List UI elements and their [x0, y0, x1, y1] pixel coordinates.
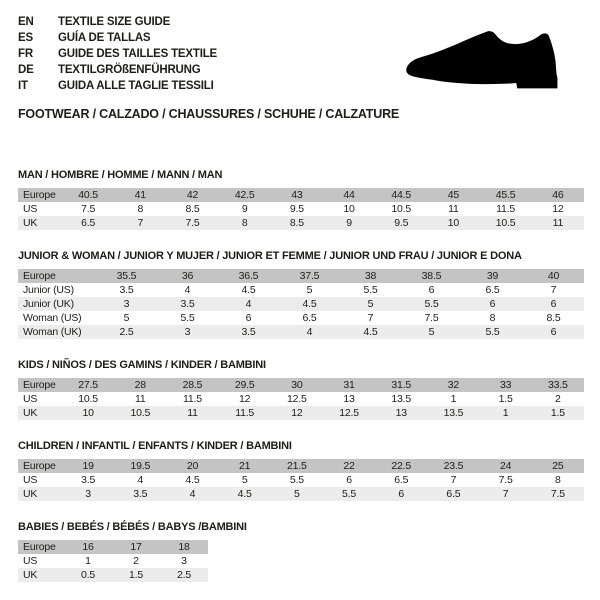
size-value: 9 [323, 216, 375, 230]
size-value: 12.5 [287, 393, 307, 405]
size-value: 33.5 [532, 378, 584, 392]
size-value: 8 [137, 203, 144, 215]
size-value: 44 [323, 188, 375, 202]
row-label: UK [18, 487, 62, 501]
size-value: 11.5 [183, 393, 202, 405]
size-value: 33 [480, 378, 532, 392]
size-value: 13 [375, 406, 427, 420]
table-row [18, 459, 584, 473]
size-value: 11 [532, 216, 584, 230]
row-label: US [23, 393, 38, 405]
size-value: 10 [427, 216, 479, 230]
size-section-man [18, 169, 583, 230]
size-value: 11 [166, 406, 218, 420]
size-value: 7 [114, 216, 166, 230]
row-label: UK [18, 568, 64, 582]
size-value: 42.5 [219, 188, 271, 202]
size-value: 43 [271, 188, 323, 202]
size-value: 3 [157, 325, 218, 339]
size-value: 30 [271, 378, 323, 392]
size-value: 28.5 [166, 378, 218, 392]
table-row [18, 283, 584, 297]
row-label: Junior (US) [23, 284, 74, 296]
row-label: US [23, 555, 38, 567]
size-value: 31.5 [375, 378, 427, 392]
size-table-children [18, 459, 584, 501]
size-value: 4 [279, 325, 340, 339]
size-value: 2.5 [96, 325, 157, 339]
size-value: 13.5 [427, 406, 479, 420]
size-value: 8 [219, 216, 271, 230]
size-value: 4.5 [241, 284, 256, 296]
size-value: 5 [271, 487, 323, 501]
size-value: 7.5 [81, 203, 96, 215]
row-label: Woman (US) [23, 312, 82, 324]
row-label: Europe [18, 540, 64, 554]
table-row [18, 188, 584, 202]
table-row [18, 216, 584, 230]
size-value: 5 [340, 297, 401, 311]
row-label: US [23, 203, 38, 215]
size-value: 3 [62, 487, 114, 501]
size-value: 11 [448, 203, 459, 215]
size-value: 1 [480, 406, 532, 420]
size-value: 2.5 [160, 568, 208, 582]
size-value: 44.5 [375, 188, 427, 202]
table-row [18, 325, 584, 339]
section-title-children: CHILDREN / INFANTIL / ENFANTS / KINDER / BAMBINI [18, 440, 292, 452]
size-value: 4.5 [340, 325, 401, 339]
size-value: 6 [523, 297, 584, 311]
size-value: 4.5 [279, 297, 340, 311]
size-value: 7 [480, 487, 532, 501]
size-value: 1 [85, 555, 91, 567]
table-row [18, 297, 584, 311]
size-value: 18 [160, 540, 208, 554]
size-value: 39 [462, 269, 523, 283]
size-value: 11.5 [496, 203, 516, 215]
size-value: 4.5 [219, 487, 271, 501]
row-label: UK [18, 216, 62, 230]
table-row [18, 269, 584, 283]
size-value: 24 [480, 459, 532, 473]
size-value: 20 [166, 459, 218, 473]
row-label: Europe [18, 188, 62, 202]
size-value: 40.5 [62, 188, 114, 202]
size-value: 6.5 [62, 216, 114, 230]
size-value: 10.5 [480, 216, 532, 230]
size-value: 19 [62, 459, 114, 473]
size-value: 5.5 [180, 312, 195, 324]
row-label: Junior (UK) [18, 297, 96, 311]
language-code: EN [18, 16, 34, 28]
row-label: Europe [18, 269, 96, 283]
size-value: 19.5 [114, 459, 166, 473]
size-value: 12.5 [323, 406, 375, 420]
size-value: 29.5 [219, 378, 271, 392]
size-section-kids [18, 359, 583, 420]
language-label: GUÍA DE TALLAS [58, 32, 151, 44]
size-value: 7.5 [166, 216, 218, 230]
size-value: 3.5 [218, 325, 279, 339]
size-value: 23.5 [427, 459, 479, 473]
language-label: TEXTILE SIZE GUIDE [58, 16, 171, 28]
size-value: 3.5 [81, 474, 96, 486]
size-section-junior-woman [18, 250, 583, 339]
size-value: 6.5 [302, 312, 317, 324]
size-value: 6.5 [485, 284, 500, 296]
size-table-kids [18, 378, 584, 420]
size-value: 9 [241, 203, 248, 215]
size-value: 38 [340, 269, 401, 283]
row-label: US [23, 474, 38, 486]
size-value: 13 [343, 393, 355, 405]
size-value: 12 [271, 406, 323, 420]
size-value: 7 [450, 474, 457, 486]
size-value: 7.5 [498, 474, 513, 486]
size-value: 25 [532, 459, 584, 473]
table-row [18, 554, 208, 568]
size-value: 7.5 [532, 487, 584, 501]
table-row [18, 487, 584, 501]
size-value: 8 [555, 474, 561, 486]
language-label: GUIDA ALLE TAGLIE TESSILI [58, 80, 214, 92]
size-value: 5 [241, 474, 248, 486]
size-value: 4 [166, 487, 218, 501]
size-value: 31 [323, 378, 375, 392]
size-value: 6 [428, 284, 435, 296]
size-table-man [18, 188, 584, 230]
size-value: 6 [523, 325, 584, 339]
size-value: 2 [555, 393, 561, 405]
size-value: 6 [375, 487, 427, 501]
table-row [18, 568, 208, 582]
size-value: 3.5 [119, 284, 134, 296]
size-value: 35.5 [96, 269, 157, 283]
language-code: IT [18, 80, 28, 92]
size-value: 8.5 [185, 203, 200, 215]
size-value: 41 [114, 188, 166, 202]
size-value: 12 [239, 393, 251, 405]
table-row [18, 392, 584, 406]
size-value: 3 [96, 297, 157, 311]
size-value: 45.5 [480, 188, 532, 202]
size-value: 6.5 [427, 487, 479, 501]
size-value: 28 [114, 378, 166, 392]
size-value: 22.5 [375, 459, 427, 473]
size-value: 12 [552, 203, 564, 215]
size-value: 5 [306, 284, 313, 296]
size-value: 6 [462, 297, 523, 311]
size-tables [18, 169, 583, 582]
language-label: GUIDE DES TAILLES TEXTILE [58, 48, 217, 60]
size-value: 36 [157, 269, 218, 283]
size-value: 42 [166, 188, 218, 202]
size-value: 8 [489, 312, 496, 324]
size-value: 7.5 [424, 312, 439, 324]
language-label: TEXTILGRÖßENFÜHRUNG [58, 64, 201, 76]
size-value: 10.5 [391, 203, 412, 215]
row-label: UK [18, 406, 62, 420]
size-value: 7 [367, 312, 374, 324]
size-value: 13.5 [391, 393, 412, 405]
table-row [18, 540, 208, 554]
size-value: 3.5 [114, 487, 166, 501]
size-value: 10.5 [114, 406, 166, 420]
language-code: ES [18, 32, 33, 44]
size-value: 3 [181, 555, 187, 567]
size-value: 4 [184, 284, 191, 296]
size-value: 11.5 [219, 406, 271, 420]
size-value: 2 [133, 555, 139, 567]
size-value: 8.5 [546, 312, 561, 324]
table-row [18, 311, 584, 325]
language-code: FR [18, 48, 33, 60]
size-value: 1 [450, 393, 457, 405]
size-value: 1.5 [532, 406, 584, 420]
table-row [18, 378, 584, 392]
section-title-junior-woman: JUNIOR & WOMAN / JUNIOR Y MUJER / JUNIOR ET FEMME / JUNIOR UND FRAU / JUNIOR E DONA [18, 250, 522, 262]
size-value: 1.5 [112, 568, 160, 582]
size-value: 45 [427, 188, 479, 202]
size-value: 5.5 [401, 297, 462, 311]
size-value: 9.5 [289, 203, 304, 215]
row-label: Woman (UK) [18, 325, 96, 339]
size-value: 0.5 [64, 568, 112, 582]
size-value: 21 [219, 459, 271, 473]
size-value: 32 [427, 378, 479, 392]
shoe-icon [399, 24, 571, 100]
size-value: 27.5 [62, 378, 114, 392]
size-value: 5.5 [289, 474, 304, 486]
language-code: DE [18, 64, 34, 76]
size-value: 1.5 [498, 393, 513, 405]
size-table-junior-woman [18, 269, 584, 339]
size-value: 6 [346, 474, 352, 486]
size-value: 5.5 [363, 284, 378, 296]
size-value: 6 [245, 312, 252, 324]
size-value: 46 [532, 188, 584, 202]
size-value: 11 [135, 393, 146, 405]
size-value: 38.5 [401, 269, 462, 283]
row-label: Europe [18, 378, 62, 392]
size-value: 10.5 [78, 393, 98, 405]
size-value: 10 [62, 406, 114, 420]
size-value: 9.5 [375, 216, 427, 230]
table-row [18, 202, 584, 216]
table-row [18, 406, 584, 420]
size-value: 40 [523, 269, 584, 283]
size-value: 3.5 [157, 297, 218, 311]
section-title-babies: BABIES / BEBÉS / BÉBÉS / BABYS /BAMBINI [18, 521, 247, 533]
size-value: 17 [112, 540, 160, 554]
size-value: 21.5 [271, 459, 323, 473]
size-value: 7 [550, 284, 557, 296]
size-section-children [18, 440, 583, 501]
section-title-kids: KIDS / NIÑOS / DES GAMINS / KINDER / BAMBINI [18, 359, 266, 371]
size-value: 6.5 [394, 474, 409, 486]
size-value: 10 [343, 203, 355, 215]
size-value: 4 [218, 297, 279, 311]
size-value: 36.5 [218, 269, 279, 283]
row-label: Europe [18, 459, 62, 473]
category-header: FOOTWEAR / CALZADO / CHAUSSURES / SCHUHE / CALZATURE [18, 107, 400, 121]
size-value: 4 [137, 474, 144, 486]
size-table-babies [18, 540, 208, 582]
section-title-man: MAN / HOMBRE / HOMME / MANN / MAN [18, 169, 223, 181]
size-value: 16 [64, 540, 112, 554]
size-value: 5 [401, 325, 462, 339]
size-value: 37.5 [279, 269, 340, 283]
size-value: 8.5 [271, 216, 323, 230]
table-row [18, 473, 584, 487]
size-section-babies [18, 521, 583, 582]
size-value: 22 [323, 459, 375, 473]
size-value: 4.5 [185, 474, 200, 486]
size-value: 5.5 [462, 325, 523, 339]
size-value: 5 [123, 312, 130, 324]
size-value: 5.5 [323, 487, 375, 501]
